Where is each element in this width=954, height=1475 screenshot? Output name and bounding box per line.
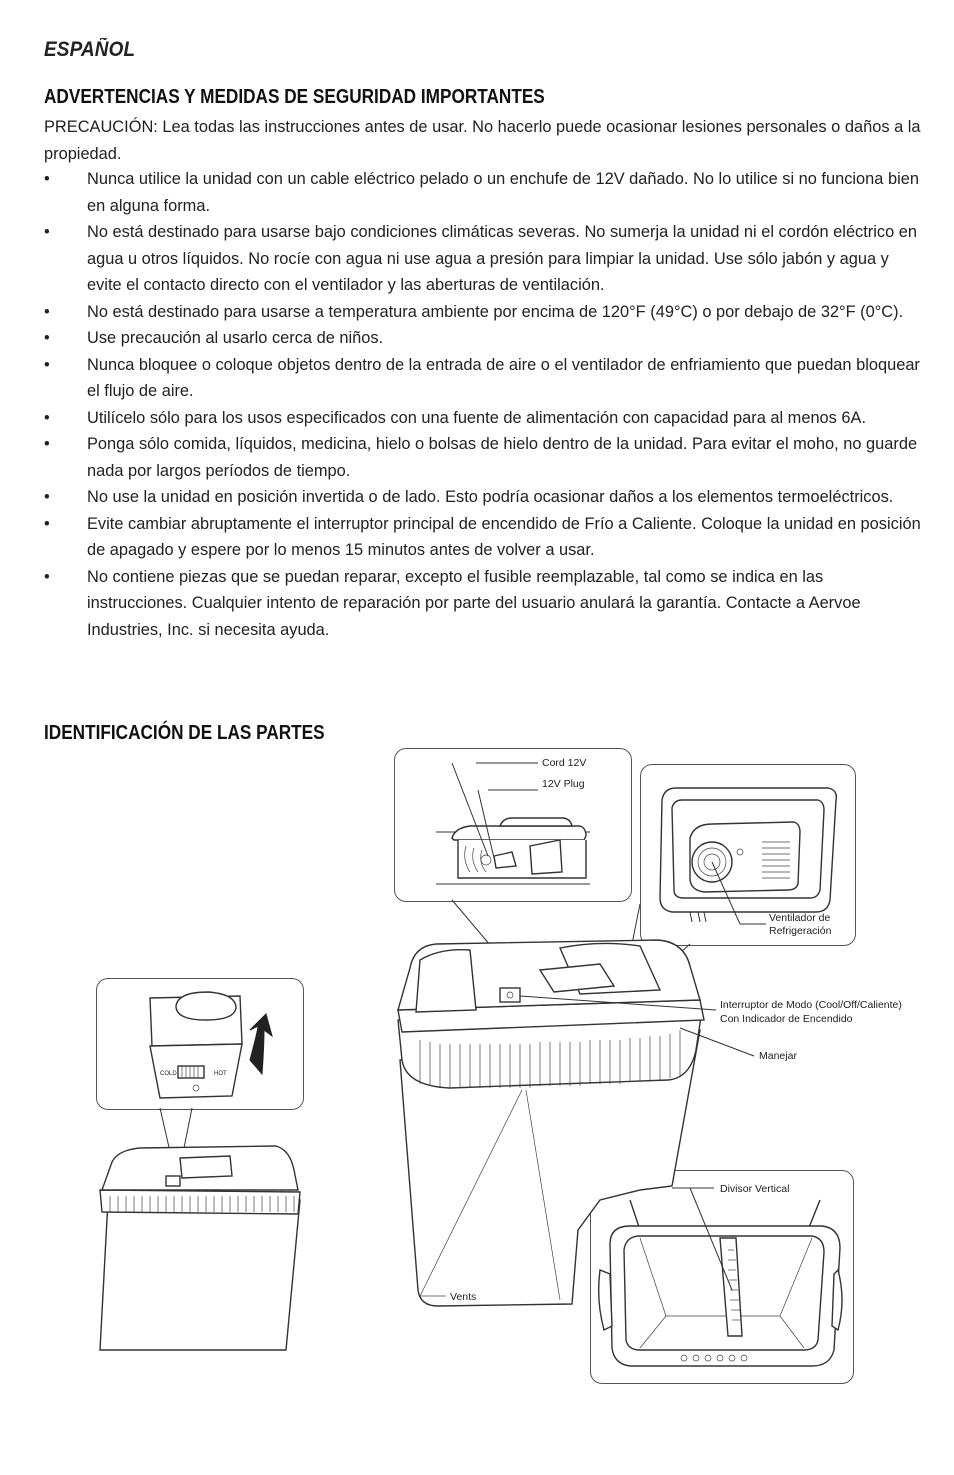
list-item-text: No está destinado para usarse a temperatura ambiente por encima de 120°F (49°C) o por debajo de 32°F (0°C).	[87, 302, 904, 321]
bullet: •	[44, 302, 50, 321]
list-item-text: Ponga sólo comida, líquidos, medicina, hielo o bolsas de hielo dentro de la unidad. Para evitar el moho, no guarde nada por largos períodos de tiempo.	[87, 435, 918, 480]
bullet: •	[44, 223, 50, 241]
bullet: •	[44, 567, 50, 586]
bullet: •	[44, 355, 50, 374]
list-item-text: Use precaución al usarlo cerca de niños.	[87, 329, 384, 347]
bullet: •	[44, 329, 50, 347]
handle-label: Manejar	[759, 1050, 797, 1062]
bullet: •	[44, 170, 50, 188]
vents-label: Vents	[450, 1291, 477, 1303]
divider-label: Divisor Vertical	[720, 1183, 790, 1195]
bullet: •	[44, 514, 50, 533]
list-item-text: No está destinado para usarse bajo condiciones climáticas severas. No sumerja la unidad ni el cordón eléctrico en agua u otros líquidos. No rocíe con agua ni use agua a presión para limpiar la unidad. Use sólo jabón y agua y evite el contacto directo con el ventilador y las aberturas de ventilación.	[87, 223, 918, 294]
list-item-text: Nunca utilice la unidad con un cable eléctrico pelado o un enchufe de 12V dañado. No lo utilice si no funciona bien en alguna forma.	[87, 170, 919, 215]
parts-heading: IDENTIFICACIÓN DE LAS PARTES	[44, 722, 325, 744]
bullet: •	[44, 488, 50, 506]
warnings-intro: PRECAUCIÓN: Lea todas las instrucciones antes de usar. No hacerlo puede ocasionar lesiones personales o daños a la propiedad.	[44, 118, 921, 163]
fan-detail-drawing	[660, 788, 836, 924]
list-item-text: Evite cambiar abruptamente el interruptor principal de encendido de Frío a Caliente. Coloque la unidad en posición de apagado y espere por lo menos 15 minutos antes de volver a usar.	[87, 514, 921, 559]
warnings-heading: ADVERTENCIAS Y MEDIDAS DE SEGURIDAD IMPORTANTES	[44, 86, 545, 108]
cord-label: Cord 12V	[542, 757, 587, 769]
list-item-text: No use la unidad en posición invertida o de lado. Esto podría ocasionar daños a los elementos termoeléctricos.	[87, 488, 894, 506]
switch-hot-label: HOT	[214, 1071, 227, 1077]
bullet: •	[44, 408, 50, 427]
list-item-text: Utilícelo sólo para los usos especificados con una fuente de alimentación con capacidad para al menos 6A.	[87, 408, 867, 427]
list-item-text: No contiene piezas que se puedan reparar, excepto el fusible reemplazable, tal como se indica en las instrucciones. Cualquier intento de reparación por parte del usuario anulará la garantía. Contacte a Aervoe Industries, Inc. si necesita ayuda.	[87, 567, 861, 639]
interior-detail-drawing	[599, 1188, 842, 1366]
fan-label: Ventilador de Refrigeración	[769, 912, 832, 937]
mode-switch-label-line2: Con Indicador de Encendido	[720, 1013, 853, 1025]
small-cooler-drawing	[100, 1146, 300, 1350]
language-heading: ESPAÑOL	[44, 38, 136, 61]
switch-cold-label: COLD	[160, 1071, 177, 1077]
list-item-text: Nunca bloquee o coloque objetos dentro de la entrada de aire o el ventilador de enfriamiento que puedan bloquear el flujo de aire.	[87, 355, 920, 400]
bullet: •	[44, 435, 50, 453]
mode-switch-label-line1: Interruptor de Modo (Cool/Off/Caliente)	[720, 999, 902, 1011]
plug-label: 12V Plug	[542, 778, 585, 790]
